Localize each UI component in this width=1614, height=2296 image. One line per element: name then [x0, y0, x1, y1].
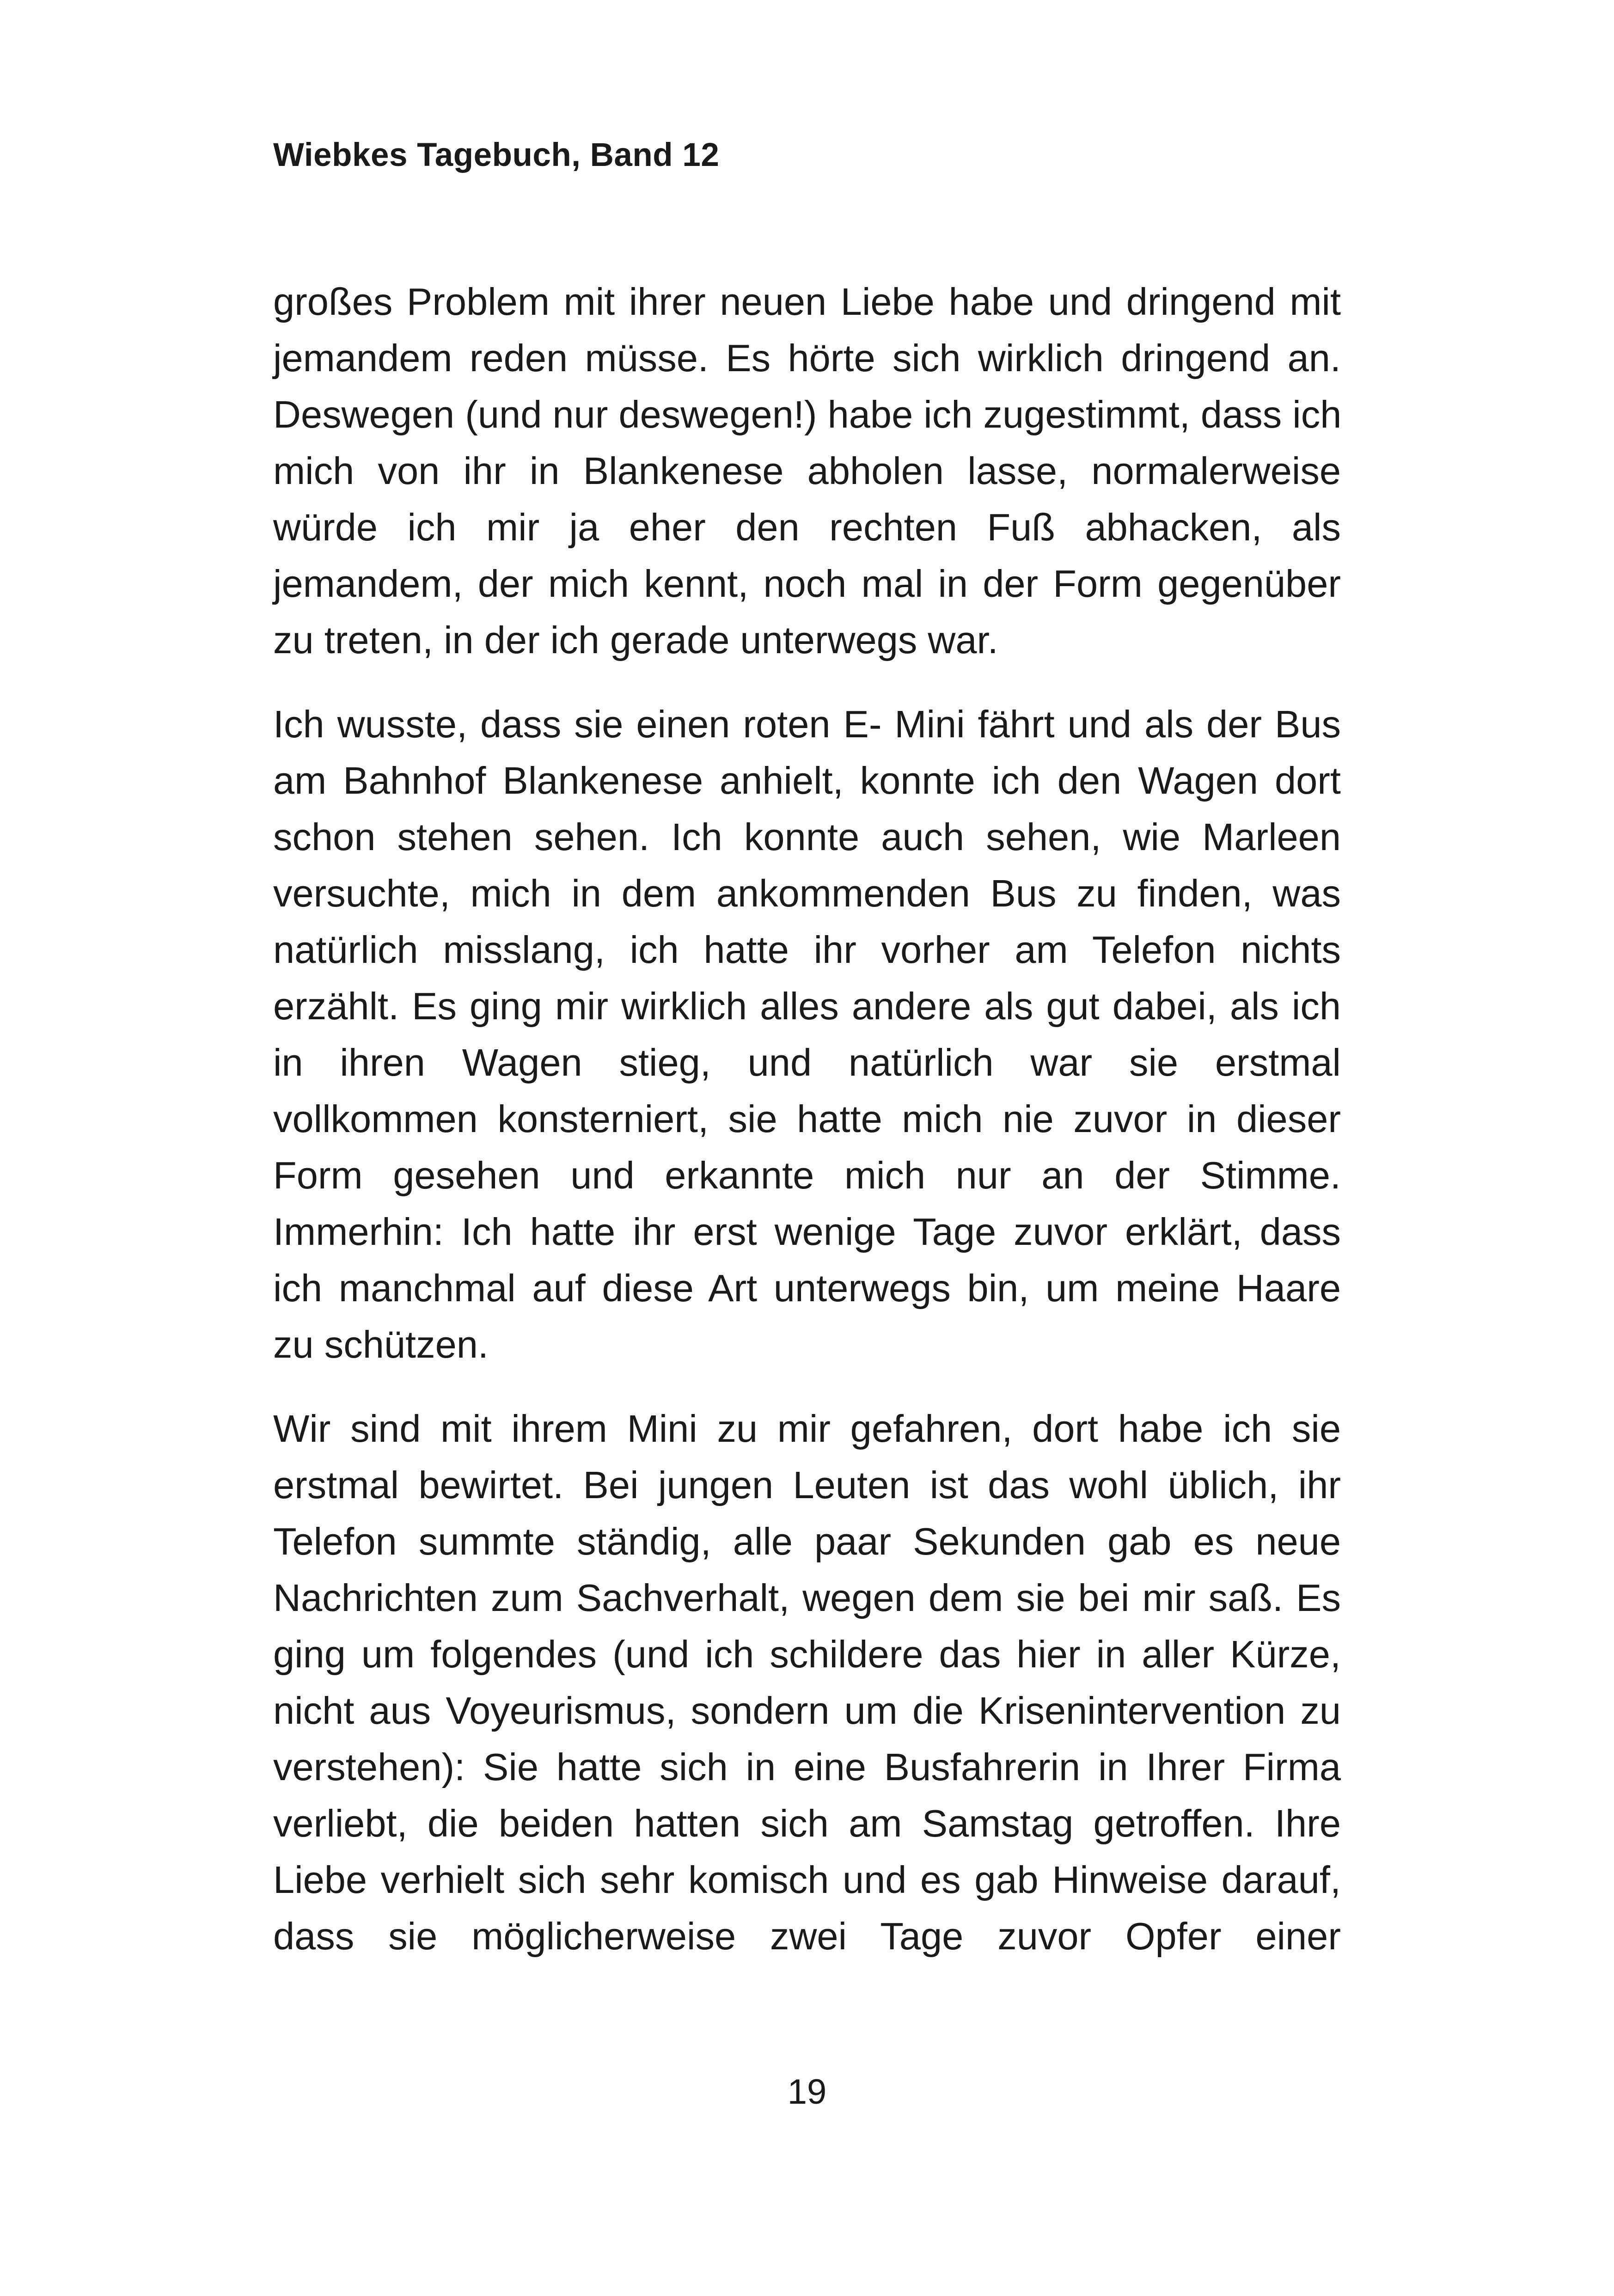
text-line: jemandem reden müsse. Es hörte sich wirklich dringend an.: [273, 337, 1341, 380]
text-line: verstehen): Sie hatte sich in eine Busfahrerin in Ihrer Firma: [273, 1745, 1341, 1788]
running-header: Wiebkes Tagebuch, Band 12: [273, 137, 720, 173]
text-line: Nachrichten zum Sachverhalt, wegen dem sie bei mir saß. Es: [273, 1576, 1341, 1619]
text-line: in ihren Wagen stieg, und natürlich war sie erstmal: [273, 1041, 1341, 1084]
text-line: Liebe verhielt sich sehr komisch und es gab Hinweise darauf,: [273, 1858, 1341, 1901]
text-line: Wir sind mit ihrem Mini zu mir gefahren, dort habe ich sie: [273, 1407, 1341, 1450]
text-line: jemandem, der mich kennt, noch mal in der Form gegenüber: [273, 562, 1341, 605]
text-line: dass sie möglicherweise zwei Tage zuvor Opfer einer: [273, 1915, 1341, 1958]
text-line: schon stehen sehen. Ich konnte auch sehen, wie Marleen: [273, 815, 1341, 858]
text-line: versuchte, mich in dem ankommenden Bus zu finden, was: [273, 872, 1341, 915]
text-line: großes Problem mit ihrer neuen Liebe habe und dringend mit: [273, 280, 1341, 323]
paragraph: [273, 274, 1341, 668]
page-number: 19: [787, 2072, 827, 2112]
text-line: erstmal bewirtet. Bei jungen Leuten ist das wohl üblich, ihr: [273, 1463, 1341, 1506]
text-line: zu treten, in der ich gerade unterwegs war.: [273, 618, 998, 661]
text-line: nicht aus Voyeurismus, sondern um die Krisenintervention zu: [273, 1689, 1341, 1732]
text-line: mich von ihr in Blankenese abholen lasse, normalerweise: [273, 449, 1341, 492]
text-line: zu schützen.: [273, 1323, 489, 1366]
text-line: Immerhin: Ich hatte ihr erst wenige Tage zuvor erklärt, dass: [273, 1210, 1341, 1253]
text-line: würde ich mir ja eher den rechten Fuß abhacken, als: [273, 506, 1341, 549]
text-line: ich manchmal auf diese Art unterwegs bin, um meine Haare: [273, 1267, 1341, 1310]
text-line: Ich wusste, dass sie einen roten E- Mini fährt und als der Bus: [273, 703, 1341, 746]
text-line: verliebt, die beiden hatten sich am Samstag getroffen. Ihre: [273, 1802, 1341, 1845]
paragraph: [273, 1401, 1341, 1965]
text-line: Telefon summte ständig, alle paar Sekunden gab es neue: [273, 1520, 1341, 1563]
paragraph: [273, 696, 1341, 1373]
text-line: Form gesehen und erkannte mich nur an der Stimme.: [273, 1154, 1341, 1197]
text-line: erzählt. Es ging mir wirklich alles andere als gut dabei, als ich: [273, 985, 1341, 1028]
text-line: natürlich misslang, ich hatte ihr vorher am Telefon nichts: [273, 928, 1341, 971]
text-line: am Bahnhof Blankenese anhielt, konnte ich den Wagen dort: [273, 759, 1341, 802]
text-line: Deswegen (und nur deswegen!) habe ich zugestimmt, dass ich: [273, 393, 1342, 436]
text-line: ging um folgendes (und ich schildere das hier in aller Kürze,: [273, 1633, 1341, 1676]
body-text: [273, 274, 1341, 1992]
text-line: vollkommen konsterniert, sie hatte mich nie zuvor in dieser: [273, 1097, 1341, 1140]
